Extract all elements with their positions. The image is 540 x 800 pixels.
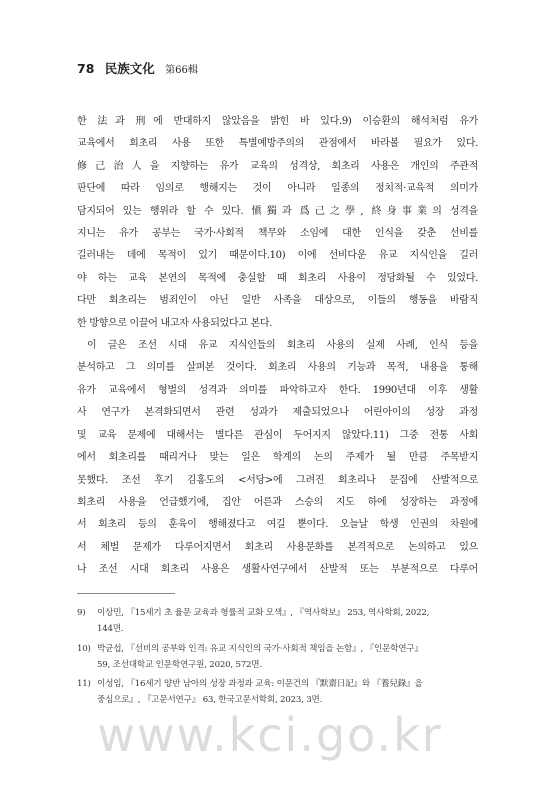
text-line: 분석하고 그 의미를 살펴본 것이다. 회초리 사용의 기능과 목적, 내용을 통해	[77, 362, 478, 374]
running-header	[77, 59, 198, 77]
footnote-divider	[77, 593, 175, 594]
text-line: 유가 교육에서 형벌의 성격과 의미를 파악하고자 한다. 1990년대 이후 생활	[77, 384, 478, 396]
text-line: 서 체벌 문제가 다루어지면서 회초리 사용문화를 본격적으로 논의하고 있으	[77, 541, 478, 553]
text-line: 에서 회초리를 때리거나 맞는 일은 학계의 논의 주제가 될 만큼 주목받지	[77, 452, 478, 464]
footnote-number: 9)	[77, 608, 86, 618]
text-line: 지니는 유가 공부는 국가·사회적 책무와 소임에 대한 인식을 갖춘 선비를	[77, 228, 478, 240]
text-line: 교육에서 회초리 사용 또한 특별예방주의의 관점에서 바라볼 필요가 있다.	[77, 138, 478, 150]
footnote-number: 11)	[77, 679, 91, 689]
text-line: 다만 회초리는 범죄인이 아닌 일반 사족을 대상으로, 이들의 행동을 바람직	[77, 295, 478, 307]
footnote-text: 박균섭, 『선비의 공부와 인격: 유교 지식인의 국가·사회적 책임을 논함』, 『인문학연구』	[97, 644, 423, 654]
footnote-text: 중심으로』, 『고문서연구』 63, 한국고문서학회, 2023, 3면.	[97, 695, 323, 705]
text-line: 한 방향으로 이끌어 내고자 사용되었다고 본다.	[77, 317, 273, 329]
paragraph-1	[77, 111, 478, 335]
text-line: 판단에 따라 임의로 행해지는 것이 아니라 일종의 정치적·교육적 의미가	[77, 183, 478, 195]
body-text	[77, 111, 478, 582]
text-line: 나 조선 시대 회초리 사용은 생활사연구에서 산발적 또는 부분적으로 다루어	[77, 564, 478, 576]
footnote-9	[77, 605, 478, 637]
paragraph-2	[77, 335, 478, 581]
watermark: www.kci.go.kr	[97, 708, 443, 762]
text-line: 야 하는 교육 본연의 목적에 충실할 때 회초리 사용이 정당화될 수 있었다.	[77, 272, 478, 284]
footnote-10	[77, 641, 478, 673]
footnote-text: 144면.	[97, 624, 124, 634]
issue-number: 第66輯	[165, 65, 198, 76]
text-line: 한 法과 刑에 반대하지 않았음을 밝힌 바 있다.9) 이승환의 해석처럼 유가	[77, 116, 478, 127]
text-line: 사 연구가 본격화되면서 관련 성과가 제출되었으나 어린아이의 성장 과정	[77, 407, 478, 419]
text-line: 길러내는 데에 목적이 있기 때문이다.10) 이에 선비다운 유교 지식인을 길러	[77, 250, 478, 262]
footnote-text: 59, 조선대학교 인문학연구원, 2020, 572면.	[97, 660, 262, 670]
text-line: 이 글은 조선 시대 유교 지식인들의 회초리 사용의 실제 사례, 인식 등을	[87, 340, 478, 352]
text-line: 서 회초리 등의 훈육이 행해졌다고 여길 뿐이다. 오늘날 학생 인권의 차원에	[77, 519, 478, 531]
journal-title: 民族文化	[104, 61, 155, 76]
text-line: 회초리 사용을 언급했기에, 집안 어른과 스승의 지도 하에 성장하는 과정에	[77, 496, 478, 508]
footnote-11	[77, 676, 478, 708]
footnote-number: 10)	[77, 644, 91, 654]
text-line: 및 교육 문제에 대해서는 별다른 관심이 두어지지 않았다.11) 그중 전통 사회	[77, 429, 478, 441]
footnote-text: 이성임, 『16세기 양반 남아의 성장 과정과 교육: 이문건의 『默齋日記』와 『養兒錄』을	[97, 679, 423, 689]
page-number: 78	[77, 61, 95, 76]
text-line: 修己治人을 지향하는 유가 교육의 성격상, 회초리 사용은 개인의 주관적	[77, 160, 478, 172]
text-line: 담지되어 있는 행위라 할 수 있다. 愼獨과 爲己之學, 終身事業의 성격을	[77, 205, 478, 217]
footnote-text: 이상민, 『15세기 초 율문 교육과 형률적 교화 모색』, 『역사학보』 253, 역사학회, 2022,	[97, 608, 430, 618]
text-line: 못했다. 조선 후기 김홍도의 <서당>에 그려진 회초리나 문집에 산발적으로	[77, 474, 478, 486]
